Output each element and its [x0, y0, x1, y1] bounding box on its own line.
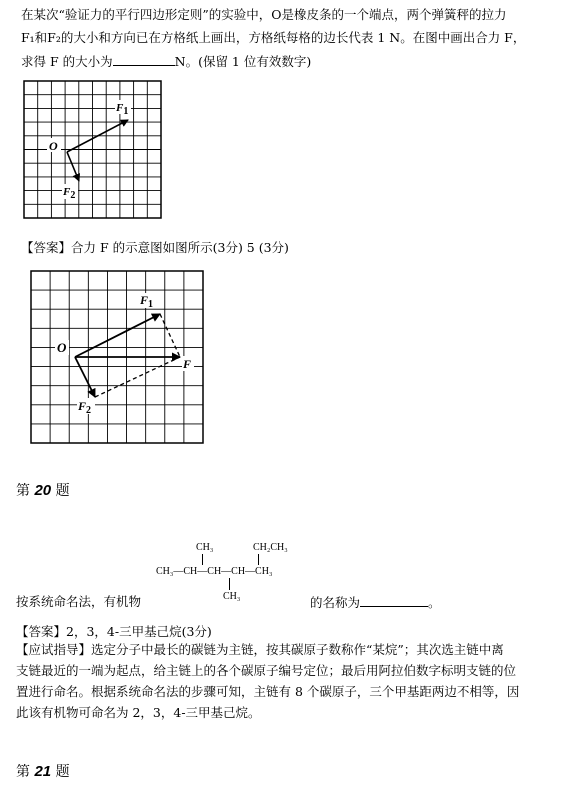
dashed-parallel-1 [160, 314, 180, 357]
answer-blank-1 [113, 53, 175, 66]
label-f1-2: $F_1$ [140, 293, 154, 310]
substituent-ethyl-top: CH₂CH₃ [253, 542, 288, 553]
f2-vector-2 [75, 357, 95, 397]
f1-vector-2 [75, 314, 160, 357]
question-heading-21: 第 21 题 [16, 763, 70, 780]
main-chain: CH₃—CH—CH—CH—CH₃ [156, 566, 273, 577]
bond-bottom [229, 578, 230, 590]
label-f1-1: F1 [116, 102, 129, 117]
q20-guide-3: 置进行命名。根据系统命名法的步骤可知，主链有 8 个碳原子，三个甲基距两边不相等，因 [16, 684, 520, 699]
q19-line-2: F₁和F₂的大小和方向已在方格纸上画出，方格纸每格的边长代表 1 N。在图中画出合力 F， [21, 30, 526, 45]
structural-formula [156, 542, 316, 604]
bond-top-2 [258, 554, 259, 565]
q20-guide-2: 支链最近的一端为起点，给主链上的各个碳原子编号定位；最后用阿拉伯数字标明支链的位 [16, 663, 517, 678]
answer-blank-2 [360, 594, 428, 607]
label-o-2: O [57, 340, 67, 355]
label-f2-2: $F_2$ [78, 399, 92, 416]
bond-top-1 [202, 554, 203, 565]
q19-line-1: 在某次“验证力的平行四边形定则”的实验中，O是橡皮条的一个端点，两个弹簧秤的拉力 [21, 7, 507, 22]
q19-line-3 [21, 53, 311, 70]
q19-answer: 【答案】合力 F 的示意图如图所示(3分) 5 (3分) [21, 240, 289, 255]
substituent-ch3-bottom: CH₃ [223, 591, 241, 602]
force-diagram-2 [28, 268, 218, 448]
q20-guide-4: 此该有机物可命名为 2，3，4-三甲基己烷。 [16, 705, 261, 720]
q20-answer: 【答案】2，3，4-三甲基己烷(3分) [16, 624, 212, 639]
label-f2-1: F2 [63, 186, 76, 201]
q19-line-3-pre: 求得 F 的大小为 [21, 54, 113, 69]
substituent-ch3-top: CH₃ [196, 542, 214, 553]
q20-guide-1: 【应试指导】选定分子中最长的碳链为主链，按其碳原子数称作“某烷”；其次选主链中离 [16, 642, 504, 657]
q20-question-pre: 按系统命名法，有机物 [16, 594, 142, 609]
label-f-2: F [183, 357, 192, 371]
label-o-1: O [49, 139, 58, 153]
q19-line-3-post: N。(保留 1 位有效数字) [174, 54, 312, 69]
force-diagram-1 [20, 78, 170, 223]
question-heading-20: 第 20 题 [16, 482, 70, 499]
q20-question-post: 的名称为 。 [310, 595, 441, 610]
